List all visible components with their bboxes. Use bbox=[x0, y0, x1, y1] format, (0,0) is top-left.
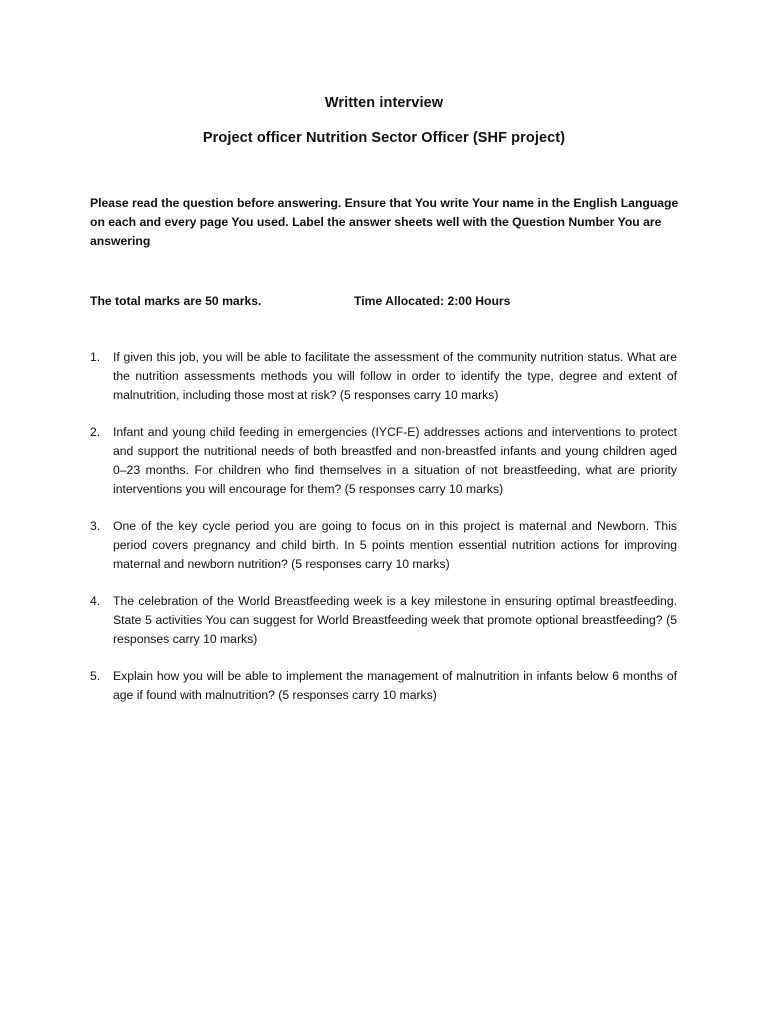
document-subtitle: Project officer Nutrition Sector Officer (SHF project) bbox=[202, 130, 566, 146]
question-item bbox=[90, 423, 677, 499]
question-number: 1. bbox=[90, 350, 101, 364]
question-number: 4. bbox=[90, 594, 101, 608]
question-list bbox=[90, 348, 677, 723]
document-title: Written interview bbox=[324, 95, 444, 111]
total-marks: The total marks are 50 marks. bbox=[90, 294, 262, 308]
question-item bbox=[90, 517, 677, 574]
question-number: 3. bbox=[90, 519, 101, 533]
question-text: One of the key cycle period you are going to focus on in this project is maternal and Newborn. This period covers pregnancy and child birth. In 5 points mention essential nutrition actions for improving maternal and newborn nutrition? (5 responses carry 10 marks) bbox=[113, 519, 677, 571]
instructions-paragraph: Please read the question before answering. Ensure that You write Your name in the English Language on each and every page You used. Label the answer sheets well with the Question Number You are answering bbox=[90, 196, 679, 248]
question-item bbox=[90, 348, 677, 405]
question-text: Infant and young child feeding in emergencies (IYCF-E) addresses actions and interventions to protect and support the nutritional needs of both breastfed and non-breastfed infants and young children aged 0–23 months. For children who find themselves in a situation of not breastfeeding, what are priority interventions you will encourage for them? (5 responses carry 10 marks) bbox=[113, 425, 677, 496]
question-text: Explain how you will be able to implement the management of malnutrition in infants below 6 months of age if found with malnutrition? (5 responses carry 10 marks) bbox=[113, 669, 677, 702]
question-text: The celebration of the World Breastfeeding week is a key milestone in ensuring optimal breastfeeding. State 5 activities You can suggest for World Breastfeeding week that promote optional breastfeeding? (5 responses carry 10 marks) bbox=[113, 594, 677, 646]
question-number: 5. bbox=[90, 669, 101, 683]
question-number: 2. bbox=[90, 425, 101, 439]
question-item bbox=[90, 667, 677, 705]
time-allocated: Time Allocated: 2:00 Hours bbox=[354, 294, 511, 308]
question-text: If given this job, you will be able to facilitate the assessment of the community nutrition status. What are the nutrition assessments methods you will follow in order to identify the type, degree and extent of malnutrition, including those most at risk? (5 responses carry 10 marks) bbox=[113, 350, 677, 402]
question-item bbox=[90, 592, 677, 649]
